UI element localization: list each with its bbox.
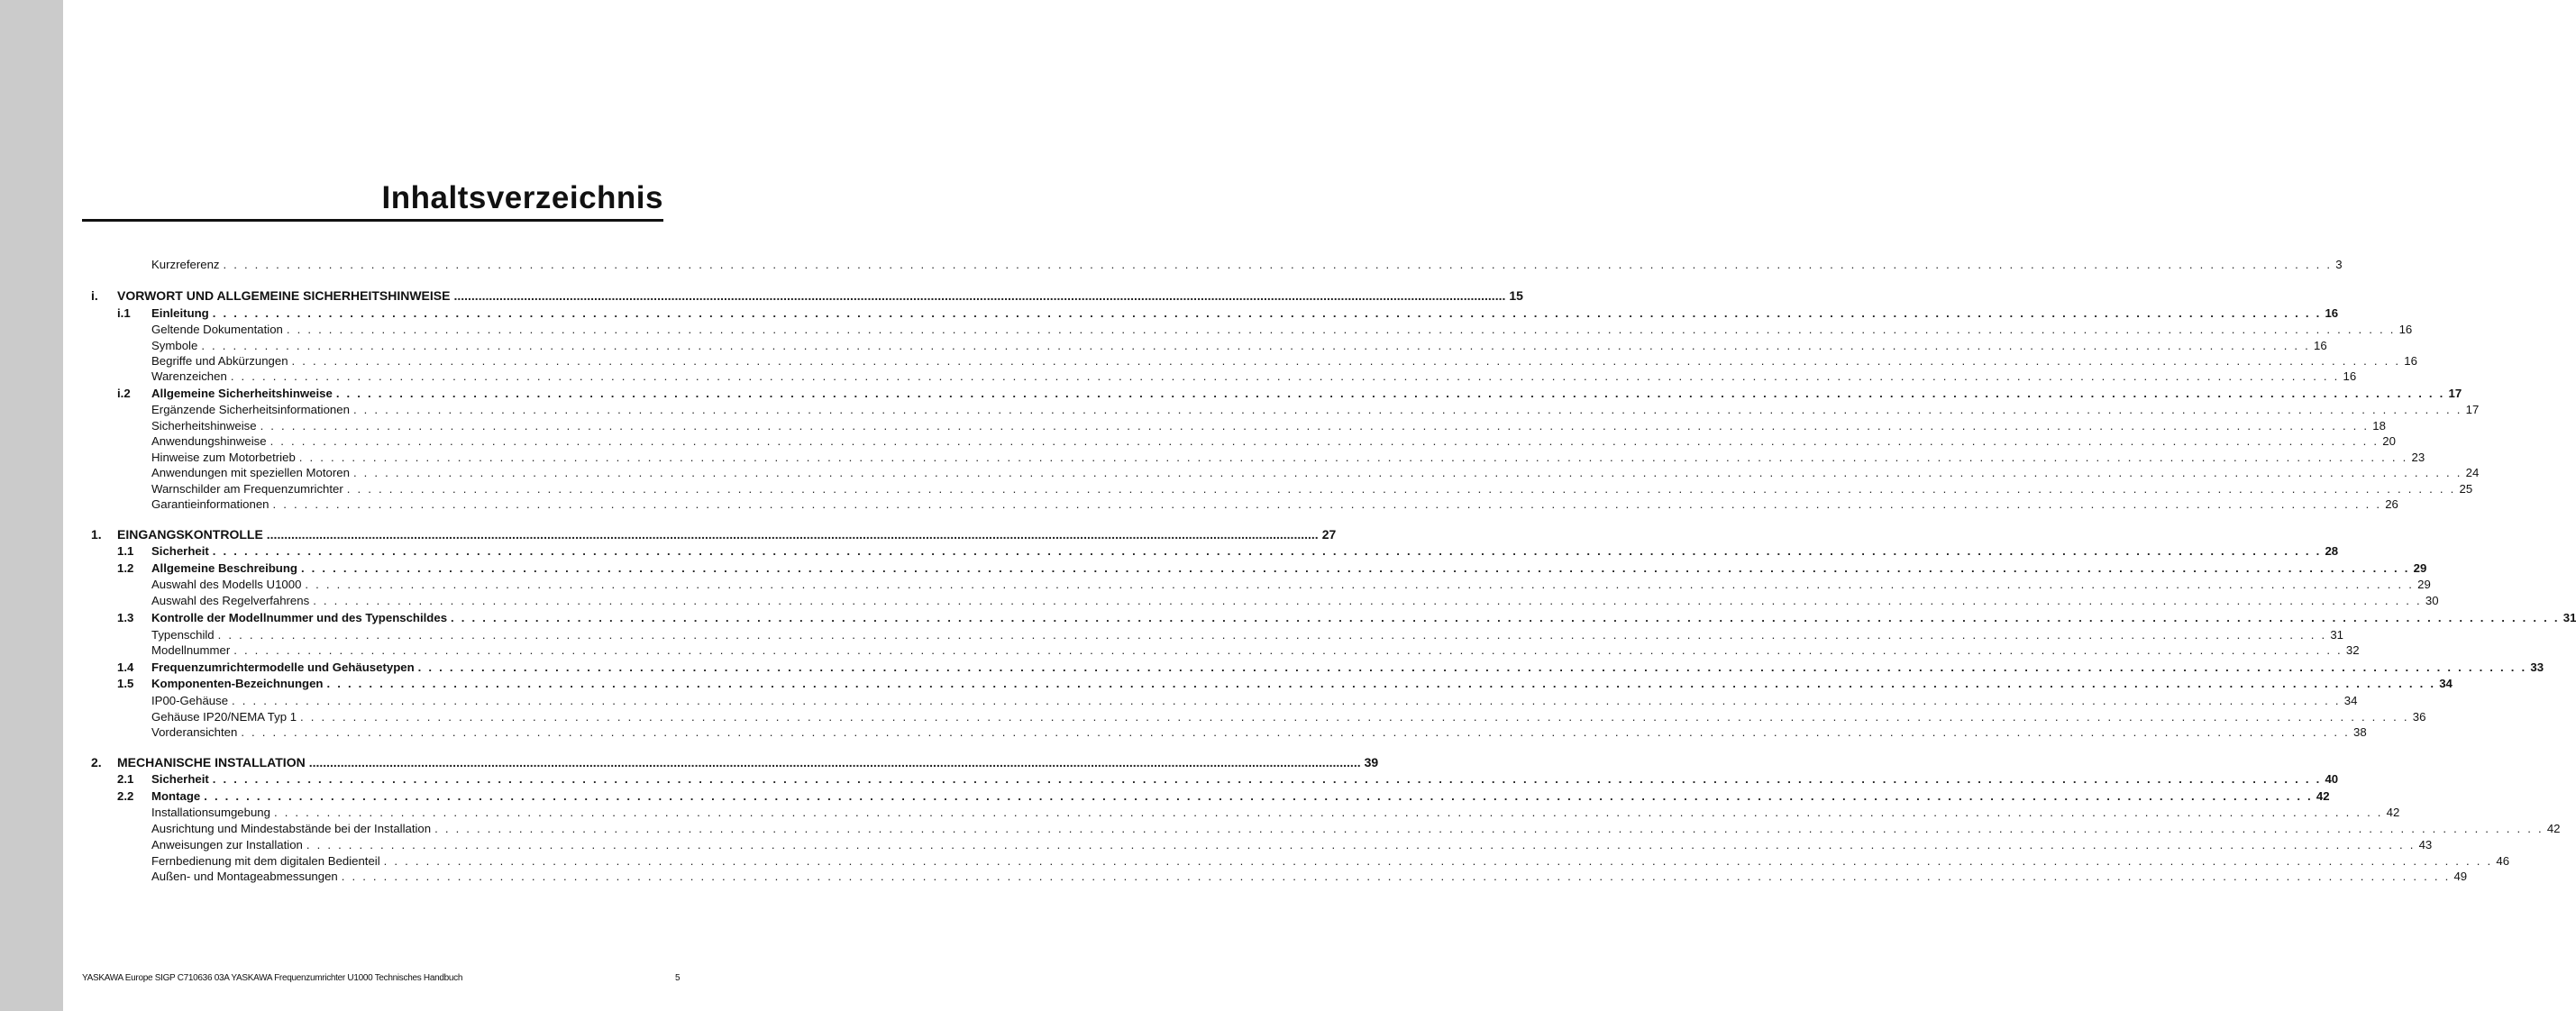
dot-leader: . . . . . . . . . . . . . . . . . . . . . . . . . . . . . . . . . . . . . . . . . . . . . . . . . . . . . . . . . . . . . . . . . . . . . . . . . . . . . . . . . . . . . . . . . . . . . . . . . . . . . . . . . . . . . . . . . . . . . . . . . . . . . . . . . . . . . . . . . . . . . . . . . . . . . . . . . . . . . . . . . . . . . . . . . . . . . . . . . . . . . . . . . . . . . . . . . . . . . . . .	[300, 561, 2410, 575]
toc-entry-sub[interactable]	[0, 482, 2473, 496]
dot-leader: . . . . . . . . . . . . . . . . . . . . . . . . . . . . . . . . . . . . . . . . . . . . . . . . . . . . . . . . . . . . . . . . . . . . . . . . . . . . . . . . . . . . . . . . . . . . . . . . . . . . . . . . . . . . . . . . . . . . . . . . . . . . . . . . . . . . . . . . . . . . . . . . . . . . . . . . . . . . . . . . . . . . . . . . . . . . . . . . . . . . . . . . . . . . . . . . . . . . . . . .	[273, 806, 2383, 819]
toc-entry-number: 2.	[91, 755, 102, 770]
toc-entry-sub[interactable]	[0, 451, 2425, 464]
dot-leader: . . . . . . . . . . . . . . . . . . . . . . . . . . . . . . . . . . . . . . . . . . . . . . . . . . . . . . . . . . . . . . . . . . . . . . . . . . . . . . . . . . . . . . . . . . . . . . . . . . . . . . . . . . . . . . . . . . . . . . . . . . . . . . . . . . . . . . . . . . . . . . . . . . . . . . . . . . . . . . . . . . . . . . . . . . . . . . . . . . . . . . . . . . . . . . . . . . . . . . . .	[217, 628, 2327, 642]
toc-entry-label: Garantieinformationen	[151, 497, 269, 511]
toc-entry-number: 2.1	[117, 772, 134, 786]
dot-leader: . . . . . . . . . . . . . . . . . . . . . . . . . . . . . . . . . . . . . . . . . . . . . . . . . . . . . . . . . . . . . . . . . . . . . . . . . . . . . . . . . . . . . . . . . . . . . . . . . . . . . . . . . . . . . . . . . . . . . . . . . . . . . . . . . . . . . . . . . . . . . . . . . . . . . . . . . . . . . . . . . . . . . . . . . . . . . . . . . . . . . . . . . . . . . . . . . . . . . . . .	[352, 403, 2462, 416]
title-underline	[82, 219, 663, 222]
toc-entry-sub[interactable]	[0, 369, 2357, 383]
dot-leader: . . . . . . . . . . . . . . . . . . . . . . . . . . . . . . . . . . . . . . . . . . . . . . . . . . . . . . . . . . . . . . . . . . . . . . . . . . . . . . . . . . . . . . . . . . . . . . . . . . . . . . . . . . . . . . . . . . . . . . . . . . . . . . . . . . . . . . . . . . . . . . . . . . . . . . . . . . . . . . . . . . . . . . . . . . . . . . . . . . . . . . . . . . . . . . . . . . . . . . . .	[434, 822, 2544, 835]
toc-entry-label: Anwendungshinweise	[151, 434, 267, 448]
toc-entry-page: 31	[2562, 611, 2576, 624]
toc-entry-page: 16	[2404, 354, 2417, 368]
toc-entry-page: 33	[2530, 660, 2544, 674]
toc-entry-label: Sicherheit	[151, 772, 209, 786]
dot-leader: ............................................................................................................................................................................................................................................................................................................	[453, 288, 1506, 303]
dot-leader: . . . . . . . . . . . . . . . . . . . . . . . . . . . . . . . . . . . . . . . . . . . . . . . . . . . . . . . . . . . . . . . . . . . . . . . . . . . . . . . . . . . . . . . . . . . . . . . . . . . . . . . . . . . . . . . . . . . . . . . . . . . . . . . . . . . . . . . . . . . . . . . . . . . . . . . . . . . . . . . . . . . . . . . . . . . . . . . . . . . . . . . . . . . . . . . . . . . . . . . .	[212, 772, 2322, 786]
toc-entry-page: 23	[2411, 451, 2425, 464]
toc-entry-sect[interactable]	[0, 611, 2576, 624]
toc-entry-number: 2.2	[117, 789, 134, 803]
toc-entry-sub[interactable]	[0, 497, 2398, 511]
toc-entry-label: Modellnummer	[151, 643, 231, 657]
toc-entry-chap[interactable]	[0, 527, 1337, 542]
dot-leader: . . . . . . . . . . . . . . . . . . . . . . . . . . . . . . . . . . . . . . . . . . . . . . . . . . . . . . . . . . . . . . . . . . . . . . . . . . . . . . . . . . . . . . . . . . . . . . . . . . . . . . . . . . . . . . . . . . . . . . . . . . . . . . . . . . . . . . . . . . . . . . . . . . . . . . . . . . . . . . . . . . . . . . . . . . . . . . . . . . . . . . . . . . . . . . . . . . . . . . . .	[417, 660, 2527, 674]
toc-entry-label: Symbole	[151, 339, 198, 352]
toc-entry-label: Ausrichtung und Mindestabstände bei der Installation	[151, 822, 432, 835]
toc-entry-label: Frequenzumrichtermodelle und Gehäusetypen	[151, 660, 415, 674]
toc-entry-sect[interactable]	[0, 306, 2339, 320]
toc-entry-label: Installationsumgebung	[151, 806, 270, 819]
dot-leader: . . . . . . . . . . . . . . . . . . . . . . . . . . . . . . . . . . . . . . . . . . . . . . . . . . . . . . . . . . . . . . . . . . . . . . . . . . . . . . . . . . . . . . . . . . . . . . . . . . . . . . . . . . . . . . . . . . . . . . . . . . . . . . . . . . . . . . . . . . . . . . . . . . . . . . . . . . . . . . . . . . . . . . . . . . . . . . . . . . . . . . . . . . . . . . . . . . . . . . . .	[204, 789, 2313, 803]
toc-entry-label: Kurzreferenz	[151, 258, 220, 271]
toc-entry-label: Sicherheit	[151, 544, 209, 558]
toc-entry-page: 17	[2448, 387, 2462, 400]
dot-leader: . . . . . . . . . . . . . . . . . . . . . . . . . . . . . . . . . . . . . . . . . . . . . . . . . . . . . . . . . . . . . . . . . . . . . . . . . . . . . . . . . . . . . . . . . . . . . . . . . . . . . . . . . . . . . . . . . . . . . . . . . . . . . . . . . . . . . . . . . . . . . . . . . . . . . . . . . . . . . . . . . . . . . . . . . . . . . . . . . . . . . . . . . . . . . . . . . . . . . . . .	[326, 677, 2436, 690]
toc-entry-number: i.2	[117, 387, 131, 400]
toc-entry-page: 30	[2425, 594, 2439, 607]
dot-leader: . . . . . . . . . . . . . . . . . . . . . . . . . . . . . . . . . . . . . . . . . . . . . . . . . . . . . . . . . . . . . . . . . . . . . . . . . . . . . . . . . . . . . . . . . . . . . . . . . . . . . . . . . . . . . . . . . . . . . . . . . . . . . . . . . . . . . . . . . . . . . . . . . . . . . . . . . . . . . . . . . . . . . . . . . . . . . . . . . . . . . . . . . . . . . . . . . . . . . . . .	[286, 323, 2396, 336]
toc-entry-page: 34	[2343, 694, 2358, 707]
toc-entry-sect[interactable]	[0, 387, 2462, 400]
toc-entry-label: Ergänzende Sicherheitsinformationen	[151, 403, 350, 416]
toc-entry-sect[interactable]	[0, 544, 2339, 558]
dot-leader: . . . . . . . . . . . . . . . . . . . . . . . . . . . . . . . . . . . . . . . . . . . . . . . . . . . . . . . . . . . . . . . . . . . . . . . . . . . . . . . . . . . . . . . . . . . . . . . . . . . . . . . . . . . . . . . . . . . . . . . . . . . . . . . . . . . . . . . . . . . . . . . . . . . . . . . . . . . . . . . . . . . . . . . . . . . . . . . . . . . . . . . . . . . . . . . . . . . . . . . .	[383, 854, 2493, 868]
toc-entry-sub[interactable]	[0, 339, 2327, 352]
toc-entry-page: 26	[2385, 497, 2398, 511]
toc-entry-label: Warenzeichen	[151, 369, 227, 383]
toc-entry-page: 36	[2412, 710, 2426, 724]
toc-entry-number: i.	[91, 288, 98, 303]
toc-entry-page: 25	[2459, 482, 2473, 496]
dot-leader: ............................................................................................................................................................................................................................................................................................................	[266, 527, 1319, 542]
toc-entry-sub[interactable]	[0, 466, 2480, 479]
dot-leader: . . . . . . . . . . . . . . . . . . . . . . . . . . . . . . . . . . . . . . . . . . . . . . . . . . . . . . . . . . . . . . . . . . . . . . . . . . . . . . . . . . . . . . . . . . . . . . . . . . . . . . . . . . . . . . . . . . . . . . . . . . . . . . . . . . . . . . . . . . . . . . . . . . . . . . . . . . . . . . . . . . . . . . . . . . . . . . . . . . . . . . . . . . . . . . . . . . . . . . . .	[346, 482, 2456, 496]
toc-entry-sect[interactable]	[0, 677, 2453, 690]
toc-entry-sub[interactable]	[0, 578, 2431, 591]
page-title: Inhaltsverzeichnis	[381, 180, 663, 215]
dot-leader: . . . . . . . . . . . . . . . . . . . . . . . . . . . . . . . . . . . . . . . . . . . . . . . . . . . . . . . . . . . . . . . . . . . . . . . . . . . . . . . . . . . . . . . . . . . . . . . . . . . . . . . . . . . . . . . . . . . . . . . . . . . . . . . . . . . . . . . . . . . . . . . . . . . . . . . . . . . . . . . . . . . . . . . . . . . . . . . . . . . . . . . . . . . . . . . . . . . . . . . .	[232, 694, 2341, 707]
dot-leader: . . . . . . . . . . . . . . . . . . . . . . . . . . . . . . . . . . . . . . . . . . . . . . . . . . . . . . . . . . . . . . . . . . . . . . . . . . . . . . . . . . . . . . . . . . . . . . . . . . . . . . . . . . . . . . . . . . . . . . . . . . . . . . . . . . . . . . . . . . . . . . . . . . . . . . . . . . . . . . . . . . . . . . . . . . . . . . . . . . . . . . . . . . . . . . . . . . . . . . . .	[241, 725, 2351, 739]
toc-entry-label: MECHANISCHE INSTALLATION	[117, 755, 306, 770]
toc-entry-sub[interactable]	[0, 643, 2360, 657]
toc-entry-page: 40	[2325, 772, 2339, 786]
toc-entry-label: Allgemeine Beschreibung	[151, 561, 297, 575]
toc-entry-number: 1.4	[117, 660, 134, 674]
toc-entry-label: VORWORT UND ALLGEMEINE SICHERHEITSHINWEISE	[117, 288, 451, 303]
toc-entry-number: 1.5	[117, 677, 134, 690]
toc-entry-label: Fernbedienung mit dem digitalen Bedienteil	[151, 854, 380, 868]
toc-entry-label: Komponenten-Bezeichnungen	[151, 677, 324, 690]
toc-entry-page: 39	[1364, 755, 1379, 770]
toc-entry-page: 46	[2496, 854, 2510, 868]
footer-text: YASKAWA Europe SIGP C710636 03A YASKAWA Frequenzumrichter U1000 Technisches Handbuch	[82, 973, 463, 983]
toc-entry-page: 24	[2465, 466, 2480, 479]
toc-entry-page: 29	[2413, 561, 2427, 575]
toc-entry-sub[interactable]	[0, 822, 2561, 835]
toc-entry-label: Vorderansichten	[151, 725, 238, 739]
toc-entry-label: Kontrolle der Modellnummer und des Typenschildes	[151, 611, 448, 624]
toc-entry-label: Außen- und Montageabmessungen	[151, 870, 338, 883]
toc-entry-sect[interactable]	[0, 772, 2339, 786]
toc-entry-page: 16	[2398, 323, 2413, 336]
toc-entry-page: 28	[2325, 544, 2339, 558]
toc-entry-page: 15	[1509, 288, 1523, 303]
dot-leader: . . . . . . . . . . . . . . . . . . . . . . . . . . . . . . . . . . . . . . . . . . . . . . . . . . . . . . . . . . . . . . . . . . . . . . . . . . . . . . . . . . . . . . . . . . . . . . . . . . . . . . . . . . . . . . . . . . . . . . . . . . . . . . . . . . . . . . . . . . . . . . . . . . . . . . . . . . . . . . . . . . . . . . . . . . . . . . . . . . . . . . . . . . . . . . . . . . . . . . . .	[260, 419, 2370, 433]
toc-entry-page: 42	[2386, 806, 2400, 819]
dot-leader: ............................................................................................................................................................................................................................................................................................................	[308, 755, 1361, 770]
toc-entry-page: 38	[2353, 725, 2367, 739]
toc-entry-sect[interactable]	[0, 660, 2544, 674]
toc-entry-number: 1.2	[117, 561, 134, 575]
dot-leader: . . . . . . . . . . . . . . . . . . . . . . . . . . . . . . . . . . . . . . . . . . . . . . . . . . . . . . . . . . . . . . . . . . . . . . . . . . . . . . . . . . . . . . . . . . . . . . . . . . . . . . . . . . . . . . . . . . . . . . . . . . . . . . . . . . . . . . . . . . . . . . . . . . . . . . . . . . . . . . . . . . . . . . . . . . . . . . . . . . . . . . . . . . . . . . . . . . . . . . . .	[305, 578, 2415, 591]
toc-entry-label: Auswahl des Regelverfahrens	[151, 594, 310, 607]
toc-entry-label: Gehäuse IP20/NEMA Typ 1	[151, 710, 297, 724]
footer-page-number: 5	[675, 973, 681, 983]
toc-entry-label: Anwendungen mit speziellen Motoren	[151, 466, 350, 479]
toc-entry-sub[interactable]	[0, 725, 2367, 739]
toc-entry-label: Hinweise zum Motorbetrieb	[151, 451, 296, 464]
toc-entry-page: 27	[1321, 527, 1337, 542]
toc-entry-label: Auswahl des Modells U1000	[151, 578, 302, 591]
toc-entry-label: Typenschild	[151, 628, 215, 642]
dot-leader: . . . . . . . . . . . . . . . . . . . . . . . . . . . . . . . . . . . . . . . . . . . . . . . . . . . . . . . . . . . . . . . . . . . . . . . . . . . . . . . . . . . . . . . . . . . . . . . . . . . . . . . . . . . . . . . . . . . . . . . . . . . . . . . . . . . . . . . . . . . . . . . . . . . . . . . . . . . . . . . . . . . . . . . . . . . . . . . . . . . . . . . . . . . . . . . . . . . . . . . .	[306, 838, 2416, 852]
dot-leader: . . . . . . . . . . . . . . . . . . . . . . . . . . . . . . . . . . . . . . . . . . . . . . . . . . . . . . . . . . . . . . . . . . . . . . . . . . . . . . . . . . . . . . . . . . . . . . . . . . . . . . . . . . . . . . . . . . . . . . . . . . . . . . . . . . . . . . . . . . . . . . . . . . . . . . . . . . . . . . . . . . . . . . . . . . . . . . . . . . . . . . . . . . . . . . . . . . . . . . . .	[212, 306, 2322, 320]
toc-entry-label: Geltende Dokumentation	[151, 323, 283, 336]
dot-leader: . . . . . . . . . . . . . . . . . . . . . . . . . . . . . . . . . . . . . . . . . . . . . . . . . . . . . . . . . . . . . . . . . . . . . . . . . . . . . . . . . . . . . . . . . . . . . . . . . . . . . . . . . . . . . . . . . . . . . . . . . . . . . . . . . . . . . . . . . . . . . . . . . . . . . . . . . . . . . . . . . . . . . . . . . . . . . . . . . . . . . . . . . . . . . . . . . . . . . . . .	[233, 643, 2343, 657]
toc-entry-page: 16	[2343, 369, 2357, 383]
toc-entry-number: 1.	[91, 527, 102, 542]
toc-entry-label: Sicherheitshinweise	[151, 419, 257, 433]
toc-entry-sub[interactable]	[0, 403, 2480, 416]
dot-leader: . . . . . . . . . . . . . . . . . . . . . . . . . . . . . . . . . . . . . . . . . . . . . . . . . . . . . . . . . . . . . . . . . . . . . . . . . . . . . . . . . . . . . . . . . . . . . . . . . . . . . . . . . . . . . . . . . . . . . . . . . . . . . . . . . . . . . . . . . . . . . . . . . . . . . . . . . . . . . . . . . . . . . . . . . . . . . . . . . . . . . . . . . . . . . . . . . . . . . . . .	[269, 434, 2380, 448]
dot-leader: . . . . . . . . . . . . . . . . . . . . . . . . . . . . . . . . . . . . . . . . . . . . . . . . . . . . . . . . . . . . . . . . . . . . . . . . . . . . . . . . . . . . . . . . . . . . . . . . . . . . . . . . . . . . . . . . . . . . . . . . . . . . . . . . . . . . . . . . . . . . . . . . . . . . . . . . . . . . . . . . . . . . . . . . . . . . . . . . . . . . . . . . . . . . . . . . . . . . . . . .	[291, 354, 2401, 368]
dot-leader: . . . . . . . . . . . . . . . . . . . . . . . . . . . . . . . . . . . . . . . . . . . . . . . . . . . . . . . . . . . . . . . . . . . . . . . . . . . . . . . . . . . . . . . . . . . . . . . . . . . . . . . . . . . . . . . . . . . . . . . . . . . . . . . . . . . . . . . . . . . . . . . . . . . . . . . . . . . . . . . . . . . . . . . . . . . . . . . . . . . . . . . . . . . . . . . . . . . . . . . .	[341, 870, 2451, 883]
toc-entry-sub[interactable]	[0, 694, 2358, 707]
toc-entry-page: 31	[2330, 628, 2344, 642]
toc-entry-label: Warnschilder am Frequenzumrichter	[151, 482, 343, 496]
toc-entry-sub[interactable]	[0, 710, 2426, 724]
toc-entry-sub[interactable]	[0, 258, 2343, 271]
toc-entry-page: 43	[2418, 838, 2433, 852]
toc-entry-page: 42	[2316, 789, 2330, 803]
toc-entry-page: 16	[2325, 306, 2339, 320]
toc-entry-label: Einleitung	[151, 306, 209, 320]
toc-entry-sub[interactable]	[0, 419, 2386, 433]
toc-entry-label: Allgemeine Sicherheitshinweise	[151, 387, 333, 400]
toc-entry-page: 49	[2453, 870, 2468, 883]
dot-leader: . . . . . . . . . . . . . . . . . . . . . . . . . . . . . . . . . . . . . . . . . . . . . . . . . . . . . . . . . . . . . . . . . . . . . . . . . . . . . . . . . . . . . . . . . . . . . . . . . . . . . . . . . . . . . . . . . . . . . . . . . . . . . . . . . . . . . . . . . . . . . . . . . . . . . . . . . . . . . . . . . . . . . . . . . . . . . . . . . . . . . . . . . . . . . . . . . . . . . . . .	[313, 594, 2422, 607]
dot-leader: . . . . . . . . . . . . . . . . . . . . . . . . . . . . . . . . . . . . . . . . . . . . . . . . . . . . . . . . . . . . . . . . . . . . . . . . . . . . . . . . . . . . . . . . . . . . . . . . . . . . . . . . . . . . . . . . . . . . . . . . . . . . . . . . . . . . . . . . . . . . . . . . . . . . . . . . . . . . . . . . . . . . . . . . . . . . . . . . . . . . . . . . . . . . . . . . . . . . . . . .	[230, 369, 2340, 383]
toc-entry-number: 1.3	[117, 611, 134, 624]
toc-entry-page: 3	[2335, 258, 2343, 271]
toc-entry-number: i.1	[117, 306, 131, 320]
dot-leader: . . . . . . . . . . . . . . . . . . . . . . . . . . . . . . . . . . . . . . . . . . . . . . . . . . . . . . . . . . . . . . . . . . . . . . . . . . . . . . . . . . . . . . . . . . . . . . . . . . . . . . . . . . . . . . . . . . . . . . . . . . . . . . . . . . . . . . . . . . . . . . . . . . . . . . . . . . . . . . . . . . . . . . . . . . . . . . . . . . . . . . . . . . . . . . . . . . . . . . . .	[451, 611, 2560, 624]
toc-entry-label: IP00-Gehäuse	[151, 694, 229, 707]
toc-entry-sect[interactable]	[0, 561, 2427, 575]
toc-entry-page: 18	[2372, 419, 2386, 433]
toc-entry-page: 16	[2314, 339, 2327, 352]
dot-leader: . . . . . . . . . . . . . . . . . . . . . . . . . . . . . . . . . . . . . . . . . . . . . . . . . . . . . . . . . . . . . . . . . . . . . . . . . . . . . . . . . . . . . . . . . . . . . . . . . . . . . . . . . . . . . . . . . . . . . . . . . . . . . . . . . . . . . . . . . . . . . . . . . . . . . . . . . . . . . . . . . . . . . . . . . . . . . . . . . . . . . . . . . . . . . . . . . . . . . . . .	[300, 710, 2409, 724]
toc-entry-number: 1.1	[117, 544, 134, 558]
toc-entry-label: Montage	[151, 789, 201, 803]
dot-leader: . . . . . . . . . . . . . . . . . . . . . . . . . . . . . . . . . . . . . . . . . . . . . . . . . . . . . . . . . . . . . . . . . . . . . . . . . . . . . . . . . . . . . . . . . . . . . . . . . . . . . . . . . . . . . . . . . . . . . . . . . . . . . . . . . . . . . . . . . . . . . . . . . . . . . . . . . . . . . . . . . . . . . . . . . . . . . . . . . . . . . . . . . . . . . . . . . . . . . . . .	[352, 466, 2462, 479]
toc-entry-chap[interactable]	[0, 755, 1379, 770]
toc-entry-sub[interactable]	[0, 854, 2510, 868]
toc-entry-label: Anweisungen zur Installation	[151, 838, 303, 852]
toc-entry-sub[interactable]	[0, 806, 2400, 819]
toc-entry-sub[interactable]	[0, 594, 2439, 607]
toc-entry-sect[interactable]	[0, 789, 2330, 803]
toc-entry-label: EINGANGSKONTROLLE	[117, 527, 263, 542]
dot-leader: . . . . . . . . . . . . . . . . . . . . . . . . . . . . . . . . . . . . . . . . . . . . . . . . . . . . . . . . . . . . . . . . . . . . . . . . . . . . . . . . . . . . . . . . . . . . . . . . . . . . . . . . . . . . . . . . . . . . . . . . . . . . . . . . . . . . . . . . . . . . . . . . . . . . . . . . . . . . . . . . . . . . . . . . . . . . . . . . . . . . . . . . . . . . . . . . . . . . . . . .	[223, 258, 2333, 271]
toc-entry-sub[interactable]	[0, 323, 2413, 336]
toc-entry-page: 42	[2546, 822, 2561, 835]
dot-leader: . . . . . . . . . . . . . . . . . . . . . . . . . . . . . . . . . . . . . . . . . . . . . . . . . . . . . . . . . . . . . . . . . . . . . . . . . . . . . . . . . . . . . . . . . . . . . . . . . . . . . . . . . . . . . . . . . . . . . . . . . . . . . . . . . . . . . . . . . . . . . . . . . . . . . . . . . . . . . . . . . . . . . . . . . . . . . . . . . . . . . . . . . . . . . . . . . . . . . . . .	[201, 339, 2311, 352]
dot-leader: . . . . . . . . . . . . . . . . . . . . . . . . . . . . . . . . . . . . . . . . . . . . . . . . . . . . . . . . . . . . . . . . . . . . . . . . . . . . . . . . . . . . . . . . . . . . . . . . . . . . . . . . . . . . . . . . . . . . . . . . . . . . . . . . . . . . . . . . . . . . . . . . . . . . . . . . . . . . . . . . . . . . . . . . . . . . . . . . . . . . . . . . . . . . . . . . . . . . . . . .	[272, 497, 2382, 511]
toc-entry-page: 29	[2417, 578, 2431, 591]
dot-leader: . . . . . . . . . . . . . . . . . . . . . . . . . . . . . . . . . . . . . . . . . . . . . . . . . . . . . . . . . . . . . . . . . . . . . . . . . . . . . . . . . . . . . . . . . . . . . . . . . . . . . . . . . . . . . . . . . . . . . . . . . . . . . . . . . . . . . . . . . . . . . . . . . . . . . . . . . . . . . . . . . . . . . . . . . . . . . . . . . . . . . . . . . . . . . . . . . . . . . . . .	[298, 451, 2408, 464]
toc-entry-page: 32	[2345, 643, 2360, 657]
toc-entry-page: 17	[2465, 403, 2480, 416]
dot-leader: . . . . . . . . . . . . . . . . . . . . . . . . . . . . . . . . . . . . . . . . . . . . . . . . . . . . . . . . . . . . . . . . . . . . . . . . . . . . . . . . . . . . . . . . . . . . . . . . . . . . . . . . . . . . . . . . . . . . . . . . . . . . . . . . . . . . . . . . . . . . . . . . . . . . . . . . . . . . . . . . . . . . . . . . . . . . . . . . . . . . . . . . . . . . . . . . . . . . . . . .	[335, 387, 2445, 400]
toc-entry-page: 20	[2382, 434, 2396, 448]
toc-entry-sub[interactable]	[0, 838, 2433, 852]
toc-entry-sub[interactable]	[0, 870, 2468, 883]
toc-entry-sub[interactable]	[0, 628, 2344, 642]
toc-entry-label: Begriffe und Abkürzungen	[151, 354, 288, 368]
dot-leader: . . . . . . . . . . . . . . . . . . . . . . . . . . . . . . . . . . . . . . . . . . . . . . . . . . . . . . . . . . . . . . . . . . . . . . . . . . . . . . . . . . . . . . . . . . . . . . . . . . . . . . . . . . . . . . . . . . . . . . . . . . . . . . . . . . . . . . . . . . . . . . . . . . . . . . . . . . . . . . . . . . . . . . . . . . . . . . . . . . . . . . . . . . . . . . . . . . . . . . . .	[212, 544, 2322, 558]
toc-entry-sub[interactable]	[0, 354, 2417, 368]
toc-entry-sub[interactable]	[0, 434, 2396, 448]
toc-entry-page: 34	[2439, 677, 2453, 690]
toc-entry-chap[interactable]	[0, 288, 1523, 303]
